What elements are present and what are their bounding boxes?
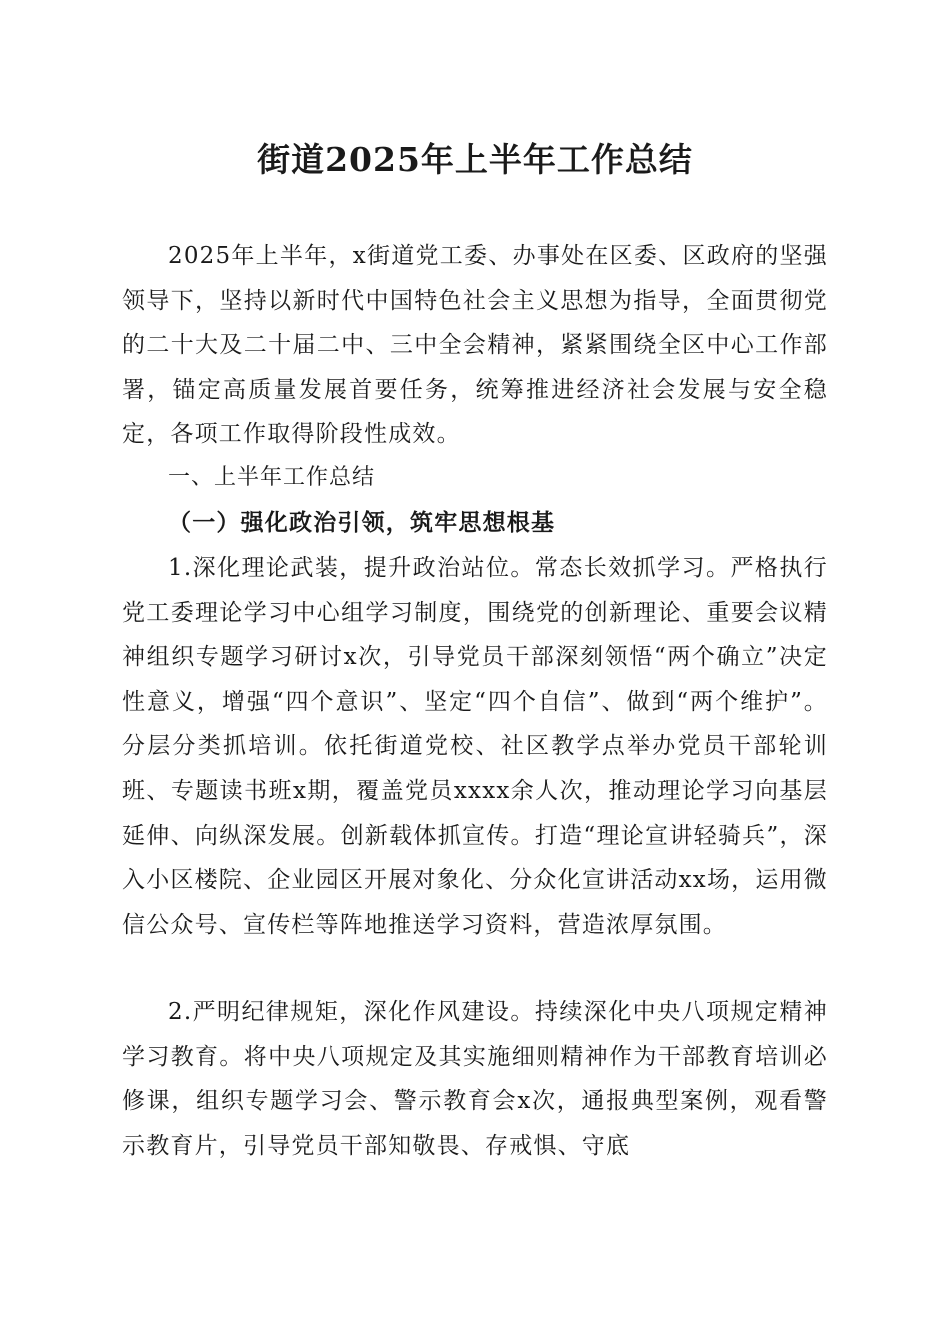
intro-paragraph: 2025年上半年，x街道党工委、办事处在区委、区政府的坚强领导下，坚持以新时代中国特色社会主义思想为指导，全面贯彻党的二十大及二十届二中、三中全会精神，紧紧围绕全区中心工作部署，锚定高质量发展首要任务，统筹推进经济社会发展与安全稳定，各项工作取得阶段性成效。: [122, 243, 828, 448]
subsection-heading: （一）强化政治引领，筑牢思想根基: [168, 509, 556, 536]
body-paragraph-2: 2.严明纪律规矩，深化作风建设。持续深化中央八项规定精神学习教育。将中央八项规定及其实施细则精神作为干部教育培训必修课，组织专题学习会、警示教育会x次，通报典型案例，观看警示教育片，引导党员干部知敬畏、存戒惧、守底: [122, 999, 828, 1159]
section-heading: 一、上半年工作总结: [168, 465, 376, 490]
document-title: 街道2025年上半年工作总结: [257, 140, 693, 179]
body-paragraph-1: 1.深化理论武装，提升政治站位。常态长效抓学习。严格执行党工委理论学习中心组学习制度，围绕党的创新理论、重要会议精神组织专题学习研讨x次，引导党员干部深刻领悟“两个确立”决定性意义，增强“四个意识”、坚定“四个自信”、做到“两个维护”。分层分类抓培训。依托街道党校、社区教学点举办党员干部轮训班、专题读书班x期，覆盖党员xxxx余人次，推动理论学习向基层延伸、向纵深发展。创新载体抓宣传。打造“理论宣讲轻骑兵”，深入小区楼院、企业园区开展对象化、分众化宣讲活动xx场，运用微信公众号、宣传栏等阵地推送学习资料，营造浓厚氛围。: [122, 555, 828, 938]
